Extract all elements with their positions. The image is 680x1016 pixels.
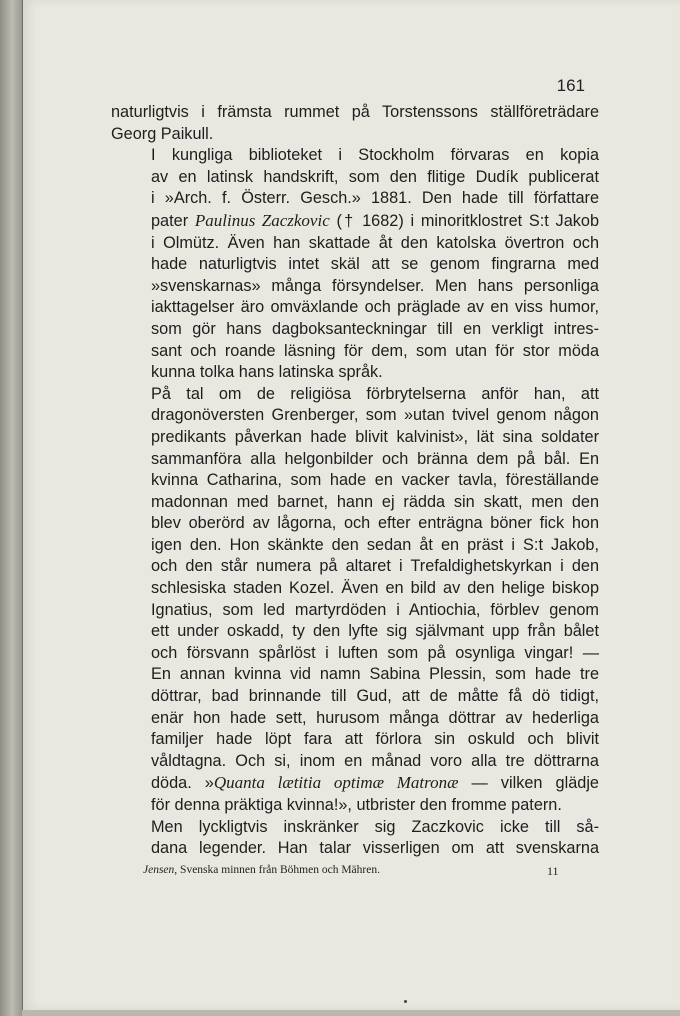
text-line: av en latinsk handskrift, som den flitige Dudík publicerat xyxy=(151,167,599,186)
text-line: igen den. Hon skänkte den sedan åt en präst i S:t Jakob, xyxy=(151,535,599,554)
paragraph xyxy=(111,384,599,817)
footer-title: Svenska minnen från Böhmen och Mähren. xyxy=(180,864,380,876)
text-line: schlesiska staden Kozel. Även en bild av den helige biskop xyxy=(151,579,599,598)
text-line: ett under oskadd, ty den lyfte sig självmant upp från bålet xyxy=(151,622,599,641)
text-line: dana legender. Han talar visserligen om att svenskarna xyxy=(151,839,599,858)
page-number: 161 xyxy=(556,76,585,95)
text-line: sammanföra alla helgonbilder och bränna dem på bål. En xyxy=(151,449,599,468)
text-line: Georg Paikull. xyxy=(111,124,214,143)
text-line: döttrar, bad brinnande till Gud, att de måtte få dö tidigt, xyxy=(151,687,599,706)
paragraph xyxy=(111,102,599,145)
text-line: och den står numera på altaret i Trefaldighetskyrkan i den xyxy=(151,557,599,576)
text-line: kunna tolka hans latinska språk. xyxy=(151,363,383,382)
body-text xyxy=(111,102,599,860)
italic-fragment: Paulinus Zaczkovic xyxy=(194,210,330,230)
text-line: »svenskarnas» många försyndelser. Men hans personliga xyxy=(151,276,599,295)
text-line: våldtagna. Och si, inom en månad voro alla tre döttrarna xyxy=(151,751,599,770)
text-line: En annan kvinna vid namn Sabina Plessin, som hade tre xyxy=(151,665,599,684)
text-line: madonnan med barnet, hann ej rädda sin skatt, men den xyxy=(151,492,599,511)
text-line: blev oberörd av lågorna, och efter enträgna böner fick hon xyxy=(151,514,599,533)
paper-speck xyxy=(404,1000,407,1003)
signature-line xyxy=(143,864,563,876)
text-line: naturligtvis i främsta rummet på Torstenssons ställföreträdare xyxy=(111,103,599,121)
text-line: kvinna Catharina, som hade en vacker tavla, föreställande xyxy=(151,471,599,490)
footer-author: Jensen, xyxy=(143,864,178,876)
book-spine xyxy=(0,0,22,1016)
book-page xyxy=(22,0,680,1010)
paragraph xyxy=(111,817,599,860)
italic-fragment: Quanta lætitia optimæ Matronæ xyxy=(213,773,459,793)
text-line: iakttagelser äro omväxlande och präglade av en viss humor, xyxy=(151,298,599,317)
text-line: som gör hans dagboksanteckningar till en verkligt intres- xyxy=(151,319,599,338)
text-line: i Olmütz. Även han skattade åt den katolska övertron och xyxy=(151,233,599,252)
text-line: enär hon hade sett, hurusom många döttrar av hederliga xyxy=(151,708,599,727)
text-line: och försvann spårlöst i luften som på osynliga vingar! — xyxy=(151,643,599,662)
text-line: På tal om de religiösa förbrytelserna anför han, att xyxy=(151,384,599,403)
text-line: predikants påverkan hade blivit kalvinist», lät sina soldater xyxy=(151,427,599,446)
text-line: sant och roande läsning för dem, som utan för stor möda xyxy=(151,341,599,360)
text-line: pater Paulinus Zaczkovic († 1682) i minoritklostret S:t Jakob xyxy=(151,210,600,230)
text-line: Ignatius, som led martyrdöden i Antiochia, förblev genom xyxy=(151,600,599,619)
text-line: döda. »Quanta lætitia optimæ Matronæ — vilken glädje xyxy=(151,773,599,793)
signature-mark: 11 xyxy=(547,864,559,878)
text-line: familjer hade löpt fara att förlora sin oskuld och blivit xyxy=(151,730,599,749)
text-line: Men lyckligtvis inskränker sig Zaczkovic icke till så- xyxy=(151,817,599,836)
text-line: i »Arch. f. Österr. Gesch.» 1881. Den hade till författare xyxy=(151,189,599,208)
text-line: dragonöversten Grenberger, som »utan tvivel genom någon xyxy=(151,406,599,425)
text-line: för denna präktiga kvinna!», utbrister den fromme patern. xyxy=(151,796,562,814)
text-line: hade naturligtvis intet skäl att se genom fingrarna med xyxy=(151,255,599,274)
paragraph xyxy=(111,145,599,384)
text-line: I kungliga biblioteket i Stockholm förvaras en kopia xyxy=(151,146,599,165)
